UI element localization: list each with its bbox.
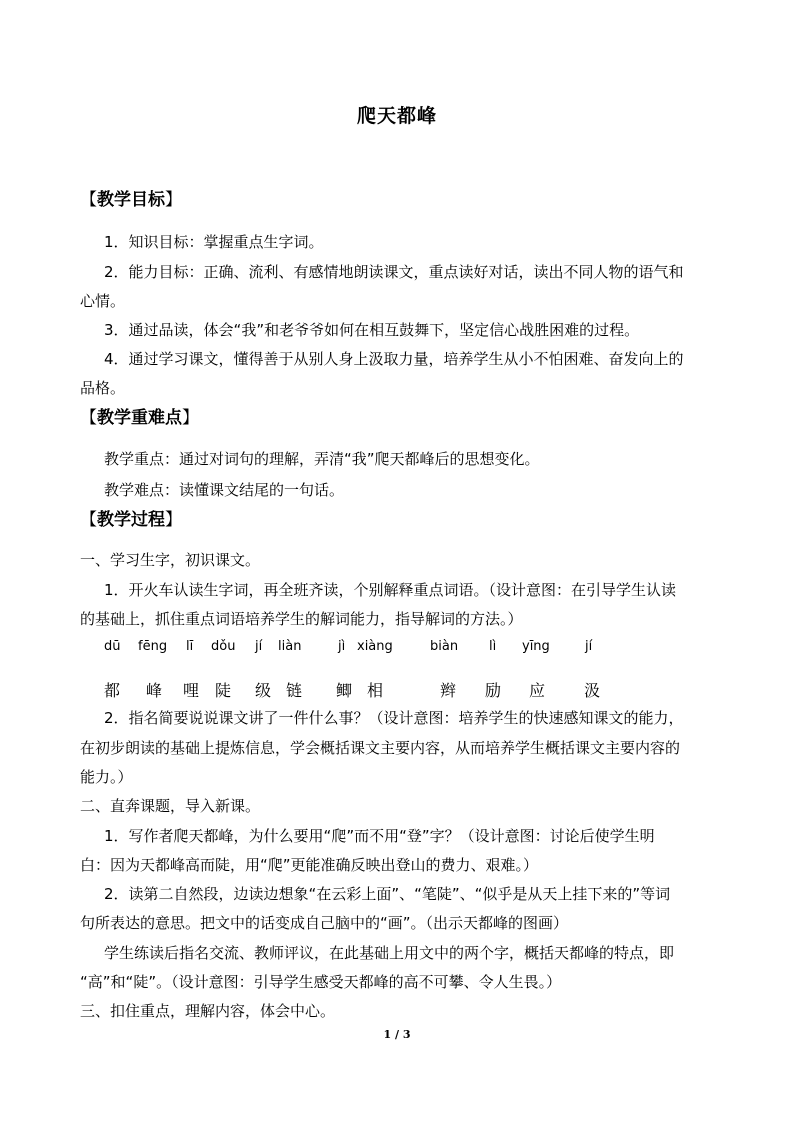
- hanzi-char: 相: [367, 681, 384, 700]
- process-line: 在初步朗读的基础上提炼信息，学会概括课文主要内容，从而培养学生概括课文主要内容的: [80, 739, 681, 757]
- pinyin-label: lī: [186, 639, 194, 654]
- process-line: 白：因为天都峰高而陡，用“爬”更能准确反映出登山的费力、艰难。）: [80, 856, 539, 874]
- document-title: 爬天都峰: [356, 105, 437, 127]
- pinyin-label: lì: [489, 639, 497, 654]
- section-heading-text: 教学过程: [97, 510, 165, 530]
- section-heading-teaching-process: [0, 510, 794, 530]
- hanzi-char: 励: [485, 681, 502, 700]
- pinyin-label: fēng: [138, 639, 168, 654]
- hanzi-char: 链: [286, 681, 303, 700]
- hanzi-char: 陡: [215, 681, 232, 700]
- hanzi-char: 鲫: [336, 681, 353, 700]
- goal-item-4: 4．通过学习课文，懂得善于从别人身上汲取力量，培养学生从小不怕困难、奋发向上的: [104, 350, 684, 368]
- process-line: 1．写作者爬天都峰，为什么要用“爬”而不用“登”字？（设计意图：讨论后使学生明: [104, 827, 655, 845]
- section-heading-text: 教学目标: [97, 190, 165, 210]
- process-line: 的基础上，抓住重点词语培养学生的解词能力，指导解词的方法。）: [80, 610, 523, 628]
- process-line: 1．开火车认读生字词，再全班齐读，个别解释重点词语。（设计意图：在引导学生认读: [104, 581, 677, 599]
- section-heading-text: 教学重难点: [97, 408, 182, 428]
- hanzi-char: 应: [529, 681, 546, 700]
- process-step-2: 二、直奔课题，导入新课。: [80, 797, 261, 815]
- bracket-open: 【: [80, 190, 97, 210]
- hanzi-char: 都: [104, 681, 121, 700]
- pinyin-label: liàn: [278, 639, 302, 654]
- process-step-1: 一、学习生字，初识课文。: [80, 551, 261, 569]
- goal-item-3: 3．通过品读，体会“我”和老爷爷如何在相互鼓舞下，坚定信心战胜困难的过程。: [104, 321, 640, 339]
- section-heading-teaching-goals: [0, 190, 794, 210]
- pinyin-label: biàn: [430, 639, 459, 654]
- pinyin-label: yīng: [522, 639, 550, 654]
- pinyin-label: dū: [104, 639, 121, 654]
- pinyin-label: jí: [585, 639, 593, 654]
- hanzi-char: 哩: [183, 681, 200, 700]
- pinyin-label: jí: [255, 639, 263, 654]
- key-point-item: 教学重点：通过对词句的理解，弄清“我”爬天都峰后的思想变化。: [104, 450, 540, 468]
- difficulty-item: 教学难点：读懂课文结尾的一句话。: [104, 481, 345, 499]
- process-line: 2．指名简要说说课文讲了一件什么事？（设计意图：培养学生的快速感知课文的能力，: [104, 709, 684, 727]
- pinyin-label: dǒu: [211, 639, 236, 654]
- bracket-close: 】: [165, 510, 182, 530]
- section-heading-key-points: [0, 408, 794, 428]
- process-line: “高”和“陡”。（设计意图：引导学生感受天都峰的高不可攀、令人生畏。）: [80, 973, 562, 991]
- bracket-close: 】: [182, 408, 199, 428]
- bracket-close: 】: [165, 190, 182, 210]
- pinyin-label: xiàng: [357, 639, 393, 654]
- process-step-3: 三、扣住重点，理解内容，体会中心。: [80, 1002, 336, 1020]
- goal-item-4-cont: 品格。: [80, 379, 126, 397]
- bracket-open: 【: [80, 408, 97, 428]
- bracket-open: 【: [80, 510, 97, 530]
- process-line: 2．读第二自然段，边读边想象“在云彩上面”、“笔陡”、“似乎是从天上挂下来的”等词: [104, 885, 671, 903]
- process-line: 学生练读后指名交流、教师评议，在此基础上用文中的两个字，概括天都峰的特点，即: [104, 944, 675, 962]
- page-number: 1 / 3: [383, 1028, 411, 1041]
- process-line: 能力。）: [80, 768, 133, 786]
- hanzi-char: 峰: [146, 681, 163, 700]
- goal-item-2: 2．能力目标：正确、流利、有感情地朗读课文，重点读好对话，读出不同人物的语气和: [104, 263, 684, 281]
- hanzi-char: 辫: [440, 681, 457, 700]
- hanzi-char: 级: [255, 681, 272, 700]
- process-line: 句所表达的意思。把文中的话变成自己脑中的“画”。（出示天都峰的图画）: [80, 914, 569, 932]
- goal-item-1: 1．知识目标：掌握重点生字词。: [104, 233, 324, 251]
- goal-item-2-cont: 心情。: [80, 292, 126, 310]
- pinyin-label: jì: [338, 639, 346, 654]
- hanzi-char: 汲: [584, 681, 601, 700]
